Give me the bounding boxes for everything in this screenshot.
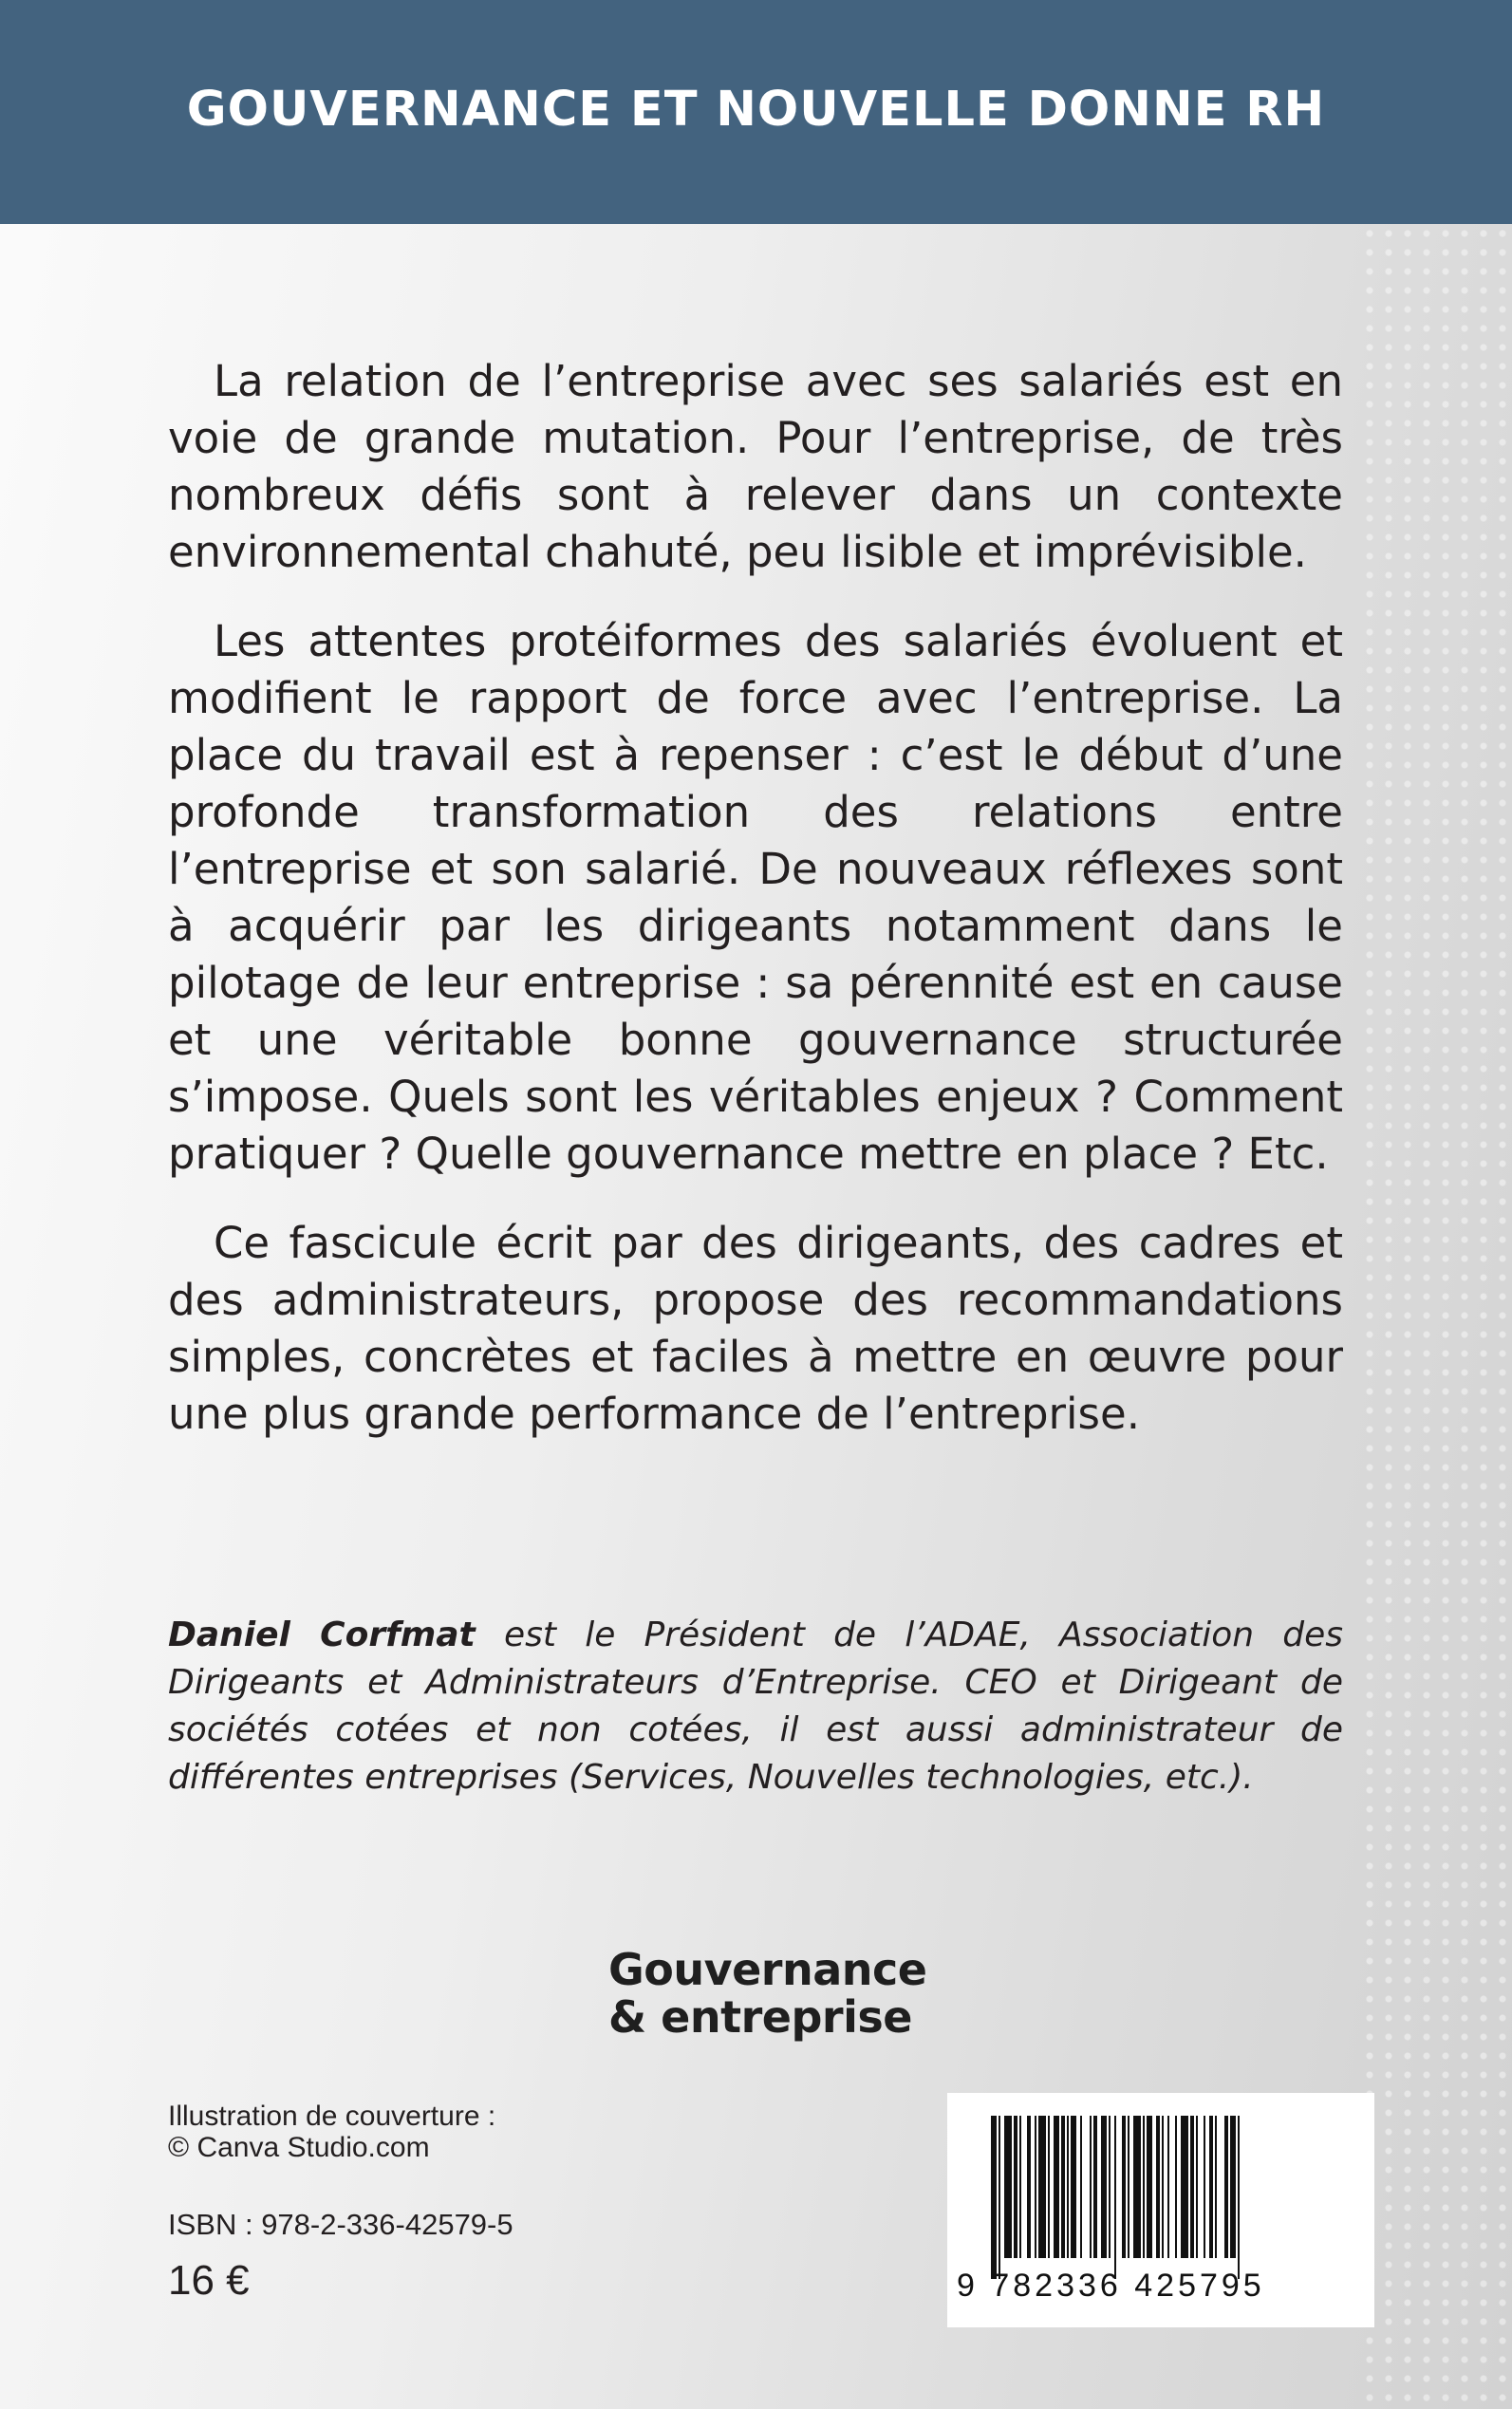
author-name: Daniel Corfmat bbox=[168, 1615, 476, 1654]
credits-line-1: Illustration de couverture : bbox=[168, 2101, 496, 2132]
barcode-bars-icon bbox=[991, 2116, 1348, 2279]
barcode-bar bbox=[1224, 2116, 1228, 2258]
barcode-bar bbox=[1128, 2116, 1129, 2258]
barcode-bar bbox=[1175, 2116, 1177, 2258]
illustration-credits bbox=[168, 2101, 495, 2163]
barcode-bar bbox=[1196, 2116, 1198, 2258]
barcode-bar bbox=[1071, 2116, 1076, 2258]
barcode-bar bbox=[1061, 2116, 1065, 2258]
barcode-bar bbox=[1147, 2116, 1152, 2258]
barcode-bar bbox=[1190, 2116, 1194, 2258]
dotted-background-pattern bbox=[1360, 224, 1512, 2409]
barcode-bar bbox=[1101, 2116, 1107, 2258]
barcode-bar bbox=[1143, 2116, 1145, 2258]
barcode-bar bbox=[999, 2116, 1000, 2279]
barcode-bar bbox=[991, 2116, 997, 2279]
barcode-bar bbox=[1162, 2116, 1164, 2258]
paragraph-2: Les attentes protéiformes des salariés évoluent et modifient le rapport de force avec l’entreprise. La place du travail est à repenser : c’est le début d’une profonde transformation des relations entre l’entreprise et son salarié. De nouveaux réflexes sont à acquérir par les dirigeants notamment dans le pilotage de leur entreprise : sa pérennité est en cause et une véritable bonne gouvernance structurée s’impose. Quels sont les véritables enjeux ? Comment pratiquer ? Quelle gouvernance mettre en place ? Etc. bbox=[168, 616, 1343, 1179]
barcode-bar bbox=[1048, 2116, 1050, 2258]
barcode-bar bbox=[1156, 2116, 1160, 2258]
barcode-bar bbox=[1167, 2116, 1169, 2258]
barcode-bar bbox=[1004, 2116, 1012, 2258]
barcode-bar bbox=[1035, 2116, 1036, 2258]
barcode-bar bbox=[1109, 2116, 1111, 2258]
author-bio bbox=[168, 1612, 1343, 1802]
barcode-bar bbox=[1238, 2116, 1240, 2279]
barcode-bar bbox=[1054, 2116, 1059, 2258]
barcode-bar bbox=[1080, 2116, 1082, 2258]
barcode-bar bbox=[1122, 2116, 1126, 2258]
price-text: 16 € bbox=[168, 2257, 250, 2304]
back-cover-text bbox=[168, 353, 1343, 1475]
barcode-bar bbox=[1093, 2116, 1097, 2258]
barcode-bar bbox=[1209, 2116, 1213, 2258]
barcode-digits: 9 782336 425795 bbox=[957, 2268, 1265, 2304]
barcode-bar bbox=[1133, 2116, 1141, 2258]
collection-logo bbox=[608, 1946, 926, 2041]
paragraph-3: Ce fascicule écrit par des dirigeants, des cadres et des administrateurs, propose des recommandations simples, concrètes et faciles à mettre en œuvre pour une plus grande performance de l’entreprise. bbox=[168, 1218, 1343, 1439]
isbn-text: ISBN : 978-2-336-42579-5 bbox=[168, 2208, 513, 2241]
paragraph-1: La relation de l’entreprise avec ses salariés est en voie de grande mutation. Pour l’entreprise, de très nombreux défis sont à relever dans un contexte environnemental chahuté, peu lisible et imprévisible. bbox=[168, 356, 1343, 577]
author-bio-text: est le Président de l’ADAE, Association des Dirigeants et Administrateurs d’Entreprise. CEO et Dirigeant de sociétés cotées et non cotées, il est aussi administrateur de différentes entreprises (Services, Nouvelles technologies, etc.). bbox=[168, 1615, 1344, 1797]
barcode-bar bbox=[1215, 2116, 1217, 2258]
barcode-bar bbox=[1014, 2116, 1017, 2258]
barcode-bar bbox=[1067, 2116, 1069, 2258]
barcode-bar bbox=[1181, 2116, 1188, 2258]
credits-line-2: © Canva Studio.com bbox=[168, 2132, 430, 2163]
barcode-bar bbox=[1027, 2116, 1031, 2258]
series-title: GOUVERNANCE ET NOUVELLE DONNE RH bbox=[186, 82, 1326, 138]
collection-logo-line-1: Gouvernance bbox=[608, 1944, 927, 1995]
barcode bbox=[947, 2093, 1374, 2327]
barcode-bar bbox=[1230, 2116, 1236, 2258]
barcode-bar bbox=[1090, 2116, 1092, 2258]
barcode-bar bbox=[1038, 2116, 1046, 2258]
collection-logo-line-2: & entreprise bbox=[608, 1991, 912, 2043]
barcode-bar bbox=[1019, 2116, 1021, 2258]
barcode-bar bbox=[1204, 2116, 1205, 2258]
barcode-bar bbox=[1114, 2116, 1116, 2279]
